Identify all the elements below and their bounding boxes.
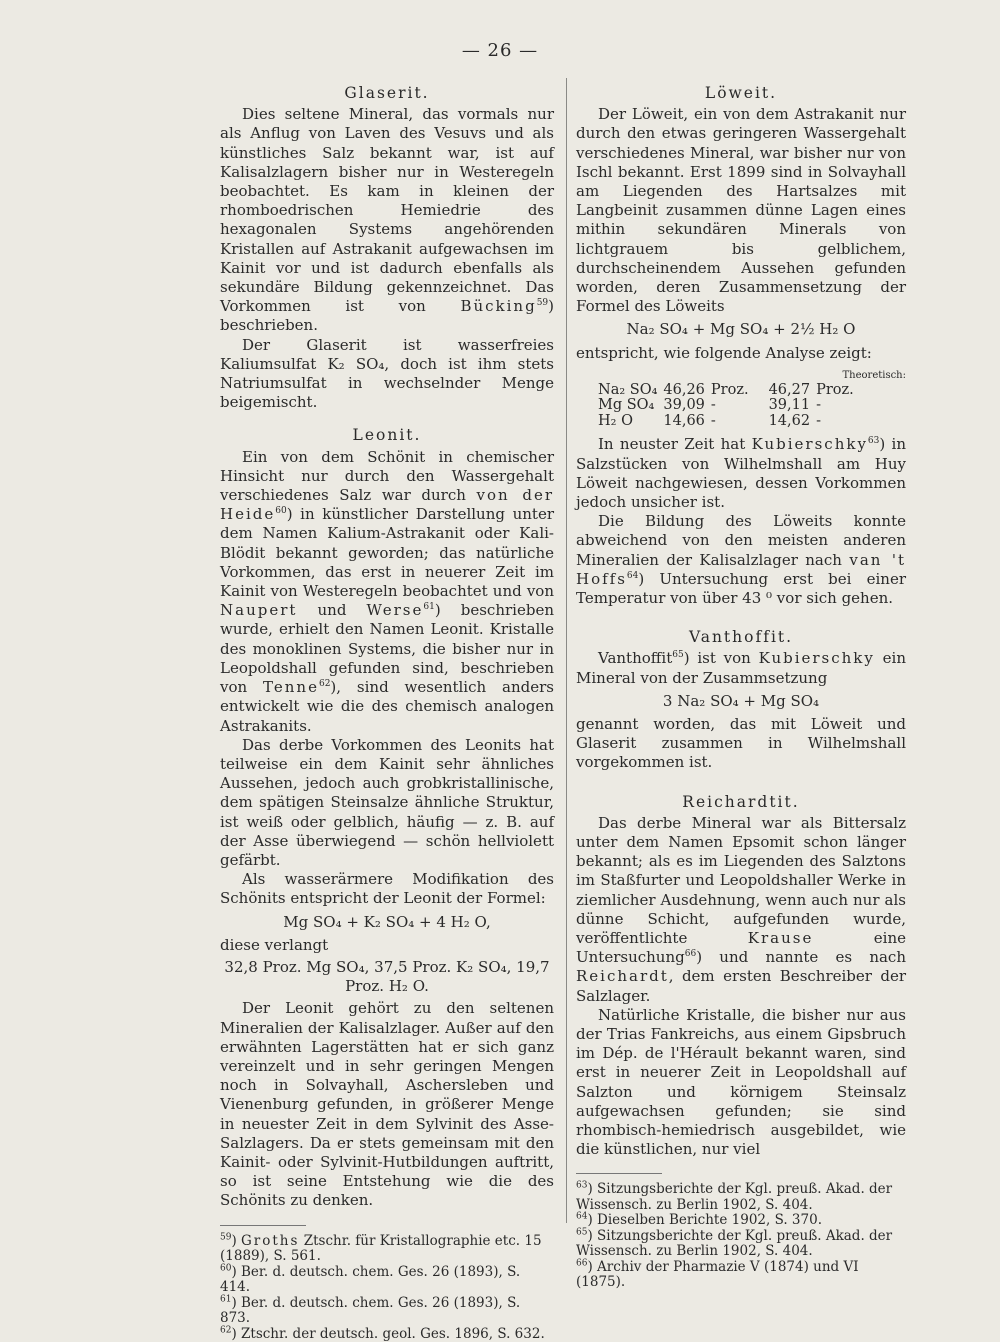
author-name: Krause	[747, 929, 814, 948]
vanthoffit-paragraph-1: Vanthoffit$^{65}$) ist von Kubierschky ein Mineral von der Zusammsetzung	[576, 649, 906, 687]
author-name: von der Heide	[220, 486, 554, 524]
section-title-vanthoffit: Vanthoffit.	[688, 628, 794, 647]
author-name: Kubierschky	[758, 649, 875, 668]
leonit-paragraph-4: diese verlangt	[220, 935, 329, 954]
table-row: Mg SO₄ 39,09 - 39,11 -	[598, 397, 821, 414]
section-title-leonit: Leonit.	[352, 426, 422, 445]
footnote-ref: 61	[423, 602, 435, 613]
section-title-loeweit: Löweit.	[704, 84, 778, 102]
author-name: Tenne	[263, 678, 319, 697]
loeweit-paragraph-2: entspricht, wie folgende Analyse zeigt:	[576, 343, 872, 362]
footnote-ref: 63	[867, 436, 880, 447]
footnote-rule	[220, 1225, 306, 1226]
footnote: $^{66}$) Archiv der Pharmazie V (1874) und VI (1875).	[576, 1258, 859, 1291]
analysis-table	[598, 383, 860, 430]
reichardtit-paragraph-1: Das derbe Mineral war als Bittersalz unter dem Namen Epsomit schon länger bekannt; als es im Liegenden des Salztons im Staßfurter und Leopoldshaller Werke in ziemlicher Ausdehnung, wenn auch nur als dünne Schicht, aufgefunden wurde, veröffentlichte Krause eine Untersuchung$^{66}$) und nannte es nach Reichardt, dem ersten Beschreiber der Salzlager.	[576, 813, 906, 1005]
section-title-glaserit: Glaserit.	[344, 84, 430, 102]
leonit-paragraph-3: Als wasserärmere Modifikation des Schönits entspricht der Leonit der Formel:	[220, 870, 554, 908]
leonit-paragraph-1: Ein von dem Schönit in chemischer Hinsicht nur durch den Wassergehalt verschiedenes Salz war durch von der Heide$^{60}$) in künstlicher Darstellung unter dem Namen Kalium-Astrakanit oder Kali-Blödit bekannt geworden; das natürliche Vorkommen, das erst in neuerer Zeit im Kainit von Westeregeln beobachtet und von Naupert und Werse$^{61}$) beschrieben wurde, erhielt den Namen Leonit. Kristalle des monoklinen Systems, die bisher nur in Leopoldshall gefunden sind, beschrieben von Tenne$^{62}$), sind wesentlich anders entwickelt wie die des chemisch analogen Astrakanits.	[220, 447, 554, 735]
glaserit-paragraph-1: Dies seltene Mineral, das vormals nur als Anflug von Laven des Vesuvs und als künstliches Salz bekannt war, ist auf Kalisalzlagern bisher nur in Westeregeln beobachtet. Es kam in kleinen der rhomboedrischen Hemiedrie des hexagonalen Systems angehörenden Kristallen auf Astrakanit aufgewachsen im Kainit vor und ist dadurch ebenfalls als sekundäre Bildung gekennzeichnet. Das Vorkommen ist von Bücking$^{59}$) beschrieben.	[220, 105, 554, 335]
footnote: $^{59}$) Groths Ztschr. für Kristallographie etc. 15 (1889), S. 561.	[220, 1232, 542, 1265]
footnote-ref: 65	[672, 650, 684, 661]
footnote-ref: 62	[318, 679, 331, 690]
table-row: H₂ O 14,66 - 14,62 -	[598, 412, 821, 429]
table-row: Na₂ SO₄ 46,26 Proz. 46,27 Proz.	[598, 381, 854, 398]
author-name: Naupert	[220, 601, 298, 620]
footnote-ref: 59	[536, 298, 549, 309]
footnote: $^{65}$) Sitzungsberichte der Kgl. preuß. Akad. der Wissensch. zu Berlin 1902, S. 404.	[576, 1227, 893, 1260]
loeweit-paragraph-3: In neuster Zeit hat Kubierschky$^{63}$) in Salzstücken von Wilhelmshall am Huy Löweit nachgewiesen, dessen Vorkommen jedoch unsicher ist.	[576, 435, 907, 511]
left-column	[220, 84, 554, 1342]
loeweit-paragraph-4: Die Bildung des Löweits konnte abweichend von den meisten anderen Mineralien der Kalisalzlager nach van 't Hoffs$^{64}$) Untersuchung erst bei einer Temperatur von über 43 ⁰ vor sich gehen.	[576, 512, 906, 607]
glaserit-paragraph-2: Der Glaserit ist wasserfreies Kaliumsulfat K₂ SO₄, doch ist ihm stets Natriumsulfat in wechselnder Menge beigemischt.	[220, 335, 554, 412]
author-name: Werse	[366, 601, 424, 620]
column-divider	[566, 78, 567, 1223]
footnote: $^{62}$) Ztschr. der deutsch. geol. Ges. 1896, S. 632.	[220, 1325, 545, 1342]
author-name: Bücking	[460, 297, 537, 316]
leonit-formula: Mg SO₄ + K₂ SO₄ + 4 H₂ O,	[283, 912, 491, 931]
footnote-ref: 60	[275, 506, 287, 517]
footnote-ref: 64	[626, 570, 639, 581]
footnote-ref: 66	[684, 949, 697, 960]
author-name: van 't Hoffs	[576, 550, 906, 588]
leonit-composition: 32,8 Proz. Mg SO₄, 37,5 Proz. K₂ SO₄, 19,7 Proz. H₂ O.	[224, 957, 550, 996]
footnote-rule	[576, 1173, 662, 1174]
vanthoffit-formula: 3 Na₂ SO₄ + Mg SO₄	[662, 691, 820, 710]
leonit-paragraph-2: Das derbe Vorkommen des Leonits hat teilweise ein dem Kainit sehr ähnliches Aussehen, jedoch auch grobkristallinische, dem spätigen Steinsalze ähnliche Struktur, ist weiß oder gelblich, häufig — z. B. auf der Asse überwiegend — schön hellviolett gefärbt.	[220, 735, 554, 869]
author-name: Reichardt	[576, 967, 669, 986]
vanthoffit-paragraph-2: genannt worden, das mit Löweit und Glaserit zusammen in Wilhelmshall vorgekommen ist.	[576, 714, 906, 772]
loeweit-formula: Na₂ SO₄ + Mg SO₄ + 2½ H₂ O	[626, 320, 856, 339]
reichardtit-paragraph-2: Natürliche Kristalle, die bisher nur aus der Trias Fankreichs, aus einem Gipsbruch im Dép. de l'Hérault bekannt waren, sind erst in neuerer Zeit in Leopoldshall auf Salzton und körnigem Steinsalz aufgewachsen gefunden; sie sind rhombisch-hemiedrisch ausgebildet, wie die künstlichen, nur viel	[576, 1005, 906, 1159]
footnote: $^{61}$) Ber. d. deutsch. chem. Ges. 26 (1893), S. 873.	[220, 1294, 521, 1327]
loeweit-paragraph-1: Der Löweit, ein von dem Astrakanit nur durch den etwas geringeren Wassergehalt verschiedenes Mineral, war bisher nur von Ischl bekannt. Erst 1899 sind in Solvayhall am Liegenden des Hartsalzes mit Langbeinit zusammen dünne Lagen eines mithin sekundären Minerals von lichtgrauem bis gelblichem, durchscheinendem Aussehen gefunden worden, deren Zusammensetzung der Formel des Löweits	[576, 105, 906, 316]
leonit-paragraph-6: Der Leonit gehört zu den seltenen Mineralien der Kalisalzlager. Außer auf den erwähnten Lagerstätten hat er sich ganz vereinzelt und in sehr geringen Mengen noch in Solvayhall, Aschersleben und Vienenburg gefunden, in größerer Menge in neuester Zeit in dem Sylvinit des Asse-Salzlagers. Da er stets gemeinsam mit den Kainit- oder Sylvinit-Hutbildungen auftritt, so ist seine Entstehung wie die des Schönits zu denken.	[220, 999, 554, 1210]
footnote: $^{60}$) Ber. d. deutsch. chem. Ges. 26 (1893), S. 414.	[220, 1263, 521, 1296]
theoretical-label: Theoretisch:	[842, 369, 906, 381]
page-number: — 26 —	[461, 40, 539, 61]
footnote: $^{64}$) Dieselben Berichte 1902, S. 370.	[576, 1211, 822, 1229]
section-title-reichardtit: Reichardtit.	[682, 792, 800, 811]
author-name: Kubierschky	[751, 435, 868, 454]
right-column	[576, 84, 906, 1291]
footnote: $^{63}$) Sitzungsberichte der Kgl. preuß. Akad. der Wissensch. zu Berlin 1902, S. 404.	[576, 1180, 893, 1213]
